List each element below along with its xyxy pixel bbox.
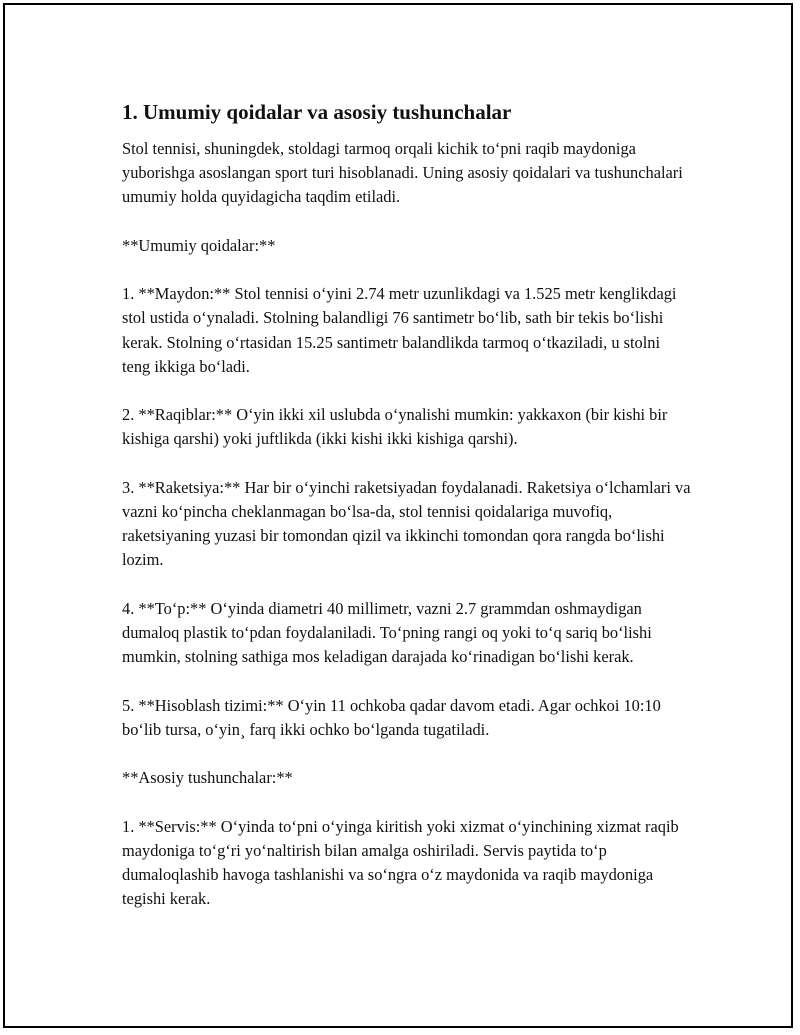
rule-field-paragraph: 1. **Maydon:** Stol tennisi o‘yini 2.74 metr uzunlikdagi va 1.525 metr kenglikdagi stol ustida o‘ynaladi. Stolning balandligi 76 santimetr bo‘lib, sath bir tekis bo‘lishi kerak. Stolning o‘rtasidan 15.25 santimetr balandlikda tarmoq o‘tkaziladi, u stolni teng ikkiga bo‘ladi. [122, 284, 677, 376]
basic-concepts-label: **Asosiy tushunchalar:** [122, 768, 293, 788]
document-body [122, 99, 692, 936]
section-heading: 1. Umumiy qoidalar va asosiy tushunchalar [122, 100, 512, 124]
rule-scoring-paragraph: 5. **Hisoblash tizimi:** O‘yin 11 ochkoba qadar davom etadi. Agar ochkoi 10:10 bo‘lib tursa, o‘yin¸ farq ikki ochko bo‘lganda tugatiladi. [122, 695, 661, 739]
rule-ball-paragraph: 4. **To‘p:** O‘yinda diametri 40 millimetr, vazni 2.7 grammdan oshmaydigan dumaloq plastik to‘pdan foydalaniladi. To‘pning rangi oq yoki to‘q sariq bo‘lishi mumkin, stolning sathiga mos keladigan darajada ko‘rinadigan bo‘lishi kerak. [122, 598, 652, 667]
concept-serve-paragraph: 1. **Servis:** O‘yinda to‘pni o‘yinga kiritish yoki xizmat o‘yinchining xizmat raqib maydoniga to‘g‘ri yo‘naltirish bilan amalga oshiriladi. Servis paytida to‘p dumaloqlashib havoga tashlanishi va so‘ngra o‘z maydonida va raqib maydoniga tegishi kerak. [122, 816, 679, 909]
intro-paragraph: Stol tennisi, shuningdek, stoldagi tarmoq orqali kichik to‘pni raqib maydoniga yuborishga asoslangan sport turi hisoblanadi. Uning asosiy qoidalari va tushunchalari umumiy holda quyidagicha taqdim etiladi. [122, 139, 683, 207]
page-frame [3, 3, 793, 1028]
rule-racket-paragraph: 3. **Raketsiya:** Har bir o‘yinchi raketsiyadan foydalanadi. Raketsiya o‘lchamlari va vazni ko‘pincha cheklanmagan bo‘lsa-da, stol tennisi qoidalariga muvofiq, raketsiyaning yuzasi bir tomondan qizil va ikkinchi tomondan qora rangda bo‘lishi lozim. [122, 477, 691, 570]
general-rules-label: **Umumiy qoidalar:** [122, 235, 276, 255]
rule-opponents-paragraph: 2. **Raqiblar:** O‘yin ikki xil uslubda o‘ynalishi mumkin: yakkaxon (bir kishi bir kishiga qarshi) yoki juftlikda (ikki kishi ikki kishiga qarshi). [122, 405, 668, 449]
